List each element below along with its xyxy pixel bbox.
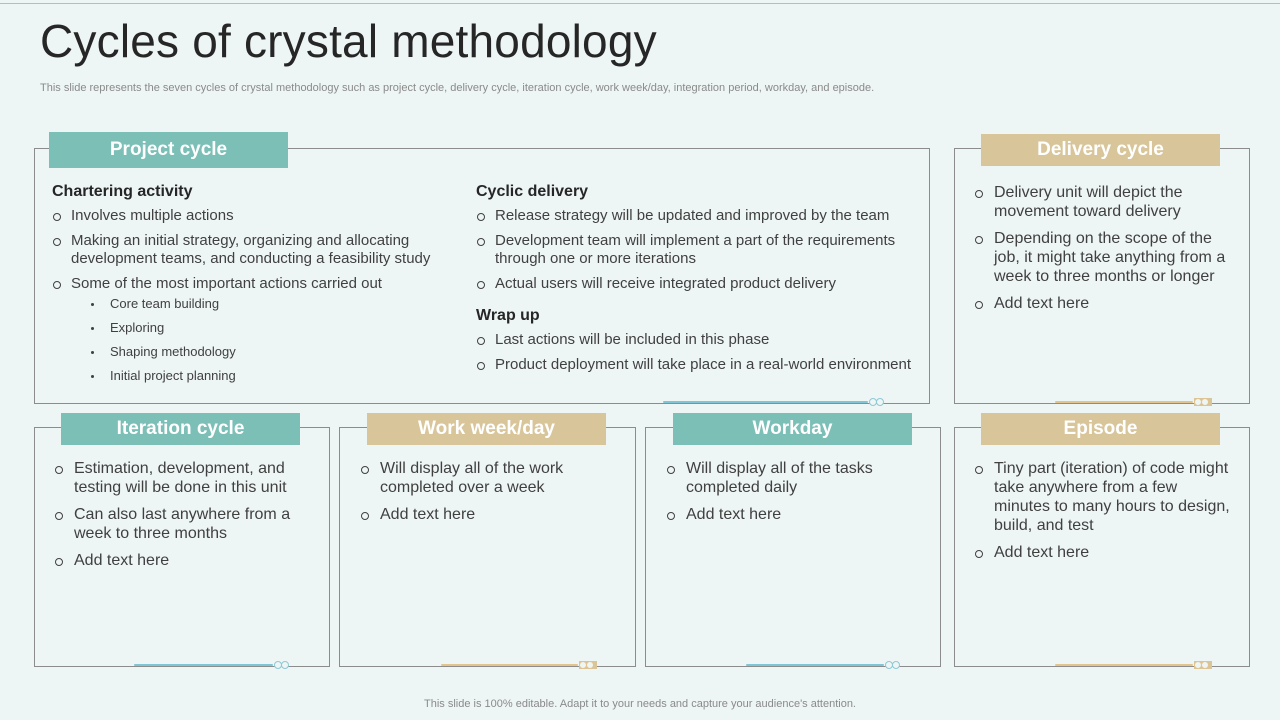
episode-rings xyxy=(1194,661,1212,669)
list-item: Development team will implement a part of the requirements through one or more iterations xyxy=(476,232,916,268)
list-item: Product deployment will take place in a real-world environment xyxy=(476,356,916,374)
wrap-up-heading: Wrap up xyxy=(476,307,540,324)
work-week-list xyxy=(360,459,622,524)
work-week-rings xyxy=(579,661,597,669)
project-cycle-tab: Project cycle xyxy=(49,132,288,168)
project-cycle-rings xyxy=(869,398,887,406)
project-cycle-right xyxy=(476,183,916,381)
work-week-content xyxy=(360,459,622,532)
workday-list xyxy=(666,459,928,524)
slide-subtitle: This slide represents the seven cycles of crystal methodology such as project cycle, delivery cycle, iteration cycle, work week/day, integration period, workday, and episode. xyxy=(40,82,875,94)
slide-footer: This slide is 100% editable. Adapt it to your needs and capture your audience's attention. xyxy=(424,698,856,710)
list-item: Will display all of the tasks completed daily xyxy=(666,459,928,497)
sublist-item: Shaping methodology xyxy=(71,344,442,360)
work-week-accent xyxy=(441,664,578,666)
cyclic-delivery-heading: Cyclic delivery xyxy=(476,183,589,200)
list-item: Add text here xyxy=(974,543,1236,562)
slide-title: Cycles of crystal methodology xyxy=(40,15,657,67)
project-cycle-left xyxy=(52,183,442,392)
list-item: Add text here xyxy=(360,505,622,524)
iteration-cycle-tab: Iteration cycle xyxy=(61,413,300,445)
list-item-text: Some of the most important actions carried out xyxy=(71,275,382,292)
work-week-tab: Work week/day xyxy=(367,413,606,445)
project-cycle-accent xyxy=(663,401,868,403)
iteration-cycle-rings xyxy=(274,661,292,669)
list-item xyxy=(52,275,442,384)
sublist-item: Exploring xyxy=(71,320,442,336)
chartering-heading: Chartering activity xyxy=(52,183,193,200)
list-item: Depending on the scope of the job, it might take anything from a week to three months or longer xyxy=(974,229,1236,286)
list-item: Add text here xyxy=(974,294,1236,313)
cyclic-delivery-list xyxy=(476,207,916,293)
list-item: Actual users will receive integrated product delivery xyxy=(476,275,916,293)
list-item: Can also last anywhere from a week to three months xyxy=(54,505,316,543)
delivery-cycle-list xyxy=(974,183,1236,313)
iteration-cycle-content xyxy=(54,459,316,578)
delivery-cycle-accent xyxy=(1055,401,1193,403)
workday-rings xyxy=(885,661,903,669)
list-item: Involves multiple actions xyxy=(52,207,442,225)
iteration-cycle-accent xyxy=(134,664,273,666)
workday-tab: Workday xyxy=(673,413,912,445)
episode-accent xyxy=(1055,664,1193,666)
sublist-item: Initial project planning xyxy=(71,368,442,384)
actions-sublist xyxy=(71,296,442,384)
workday-content xyxy=(666,459,928,532)
episode-list xyxy=(974,459,1236,562)
delivery-cycle-rings xyxy=(1194,398,1212,406)
list-item: Will display all of the work completed over a week xyxy=(360,459,622,497)
list-item: Delivery unit will depict the movement toward delivery xyxy=(974,183,1236,221)
list-item: Add text here xyxy=(54,551,316,570)
list-item: Add text here xyxy=(666,505,928,524)
wrap-up-list xyxy=(476,331,916,374)
list-item: Tiny part (iteration) of code might take anywhere from a few minutes to many hours to design, build, and test xyxy=(974,459,1236,535)
chartering-list xyxy=(52,207,442,384)
list-item: Making an initial strategy, organizing and allocating development teams, and conducting a feasibility study xyxy=(52,232,442,268)
delivery-cycle-tab: Delivery cycle xyxy=(981,134,1220,166)
episode-content xyxy=(974,459,1236,570)
list-item: Estimation, development, and testing will be done in this unit xyxy=(54,459,316,497)
workday-accent xyxy=(746,664,884,666)
list-item: Last actions will be included in this phase xyxy=(476,331,916,349)
delivery-cycle-content xyxy=(974,183,1236,321)
iteration-cycle-list xyxy=(54,459,316,570)
sublist-item: Core team building xyxy=(71,296,442,312)
episode-tab: Episode xyxy=(981,413,1220,445)
list-item: Release strategy will be updated and improved by the team xyxy=(476,207,916,225)
top-rule xyxy=(0,3,1280,4)
